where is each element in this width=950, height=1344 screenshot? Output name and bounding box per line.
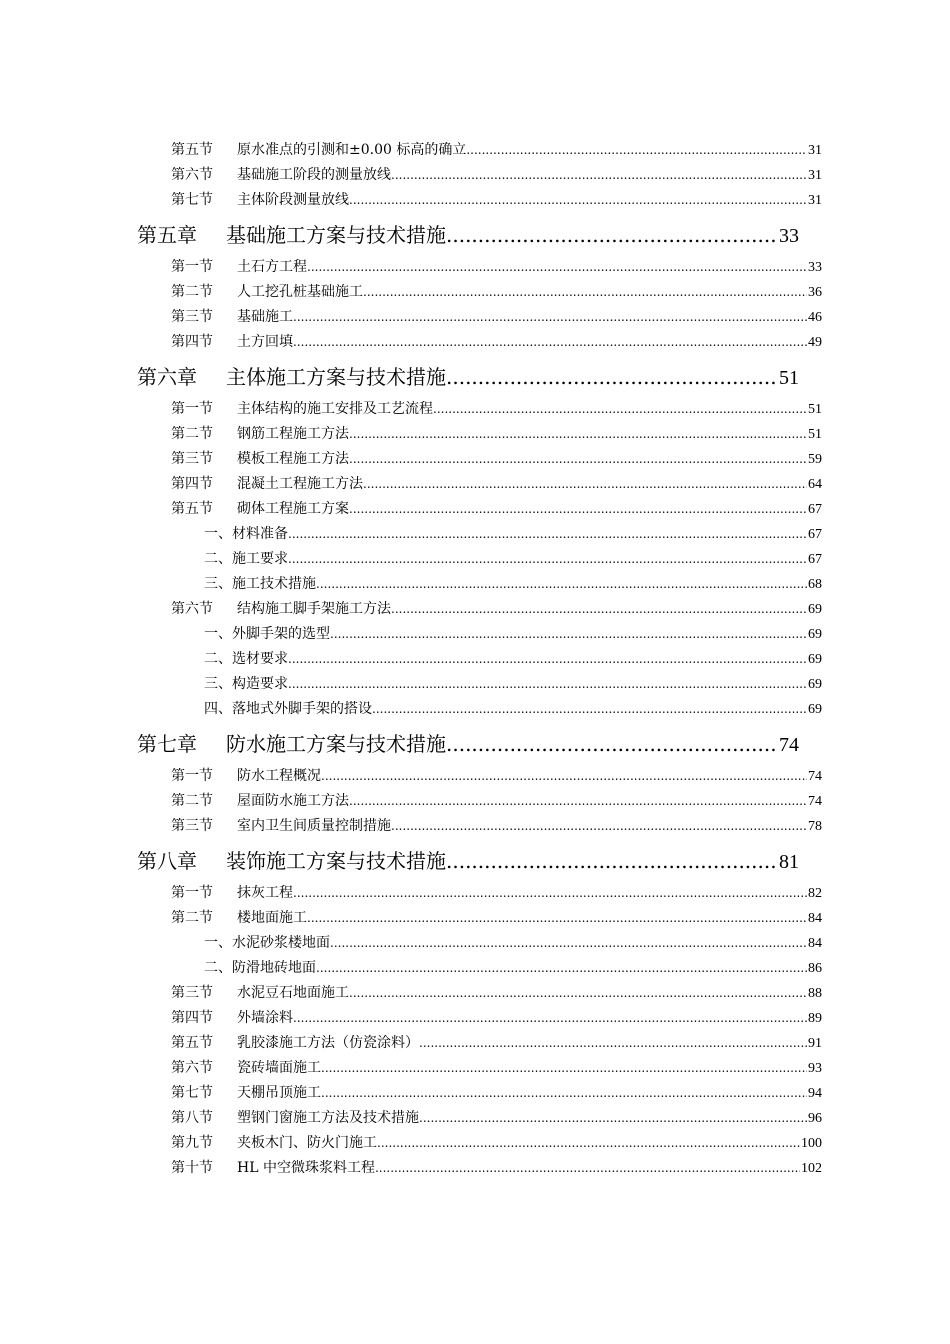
toc-page-number: 94 bbox=[808, 1086, 822, 1101]
toc-page-number: 69 bbox=[808, 677, 822, 692]
toc-subitem-entry[interactable] bbox=[204, 647, 822, 672]
toc-entry-label: 第六节 bbox=[171, 167, 213, 183]
toc-entry-title: 一、水泥砂浆楼地面 bbox=[204, 935, 330, 951]
toc-entry-title: 结构施工脚手架施工方法 bbox=[237, 601, 391, 617]
dot-leader bbox=[330, 931, 807, 956]
toc-subitem-entry[interactable] bbox=[204, 697, 822, 722]
toc-entry-label: 第四节 bbox=[171, 476, 213, 492]
toc-subitem-entry[interactable] bbox=[204, 672, 822, 697]
toc-entry-label: 第十节 bbox=[171, 1160, 213, 1176]
dot-leader bbox=[349, 981, 807, 1006]
toc-chapter-entry[interactable] bbox=[137, 844, 799, 878]
toc-entry-label: 第七节 bbox=[171, 1085, 213, 1101]
toc-page-number: 69 bbox=[808, 652, 822, 667]
dot-leader bbox=[363, 280, 807, 305]
toc-page-number: 84 bbox=[808, 911, 822, 926]
dot-leader bbox=[321, 1056, 807, 1081]
dot-leader bbox=[391, 597, 807, 622]
toc-entry-label: 第九节 bbox=[171, 1135, 213, 1151]
toc-entry-label: 第二节 bbox=[171, 426, 213, 442]
toc-page-number: 31 bbox=[808, 193, 822, 208]
dot-leader bbox=[446, 360, 778, 394]
toc-page-number: 91 bbox=[808, 1036, 822, 1051]
toc-entry-title: 基础施工方案与技术措施 bbox=[226, 223, 446, 247]
toc-section-entry[interactable] bbox=[171, 881, 822, 906]
toc-section-entry[interactable] bbox=[171, 255, 822, 280]
dot-leader bbox=[349, 422, 807, 447]
toc-page-number: 69 bbox=[808, 702, 822, 717]
toc-section-entry[interactable] bbox=[171, 447, 822, 472]
toc-entry-label: 第二节 bbox=[171, 910, 213, 926]
toc-entry-label: 第一节 bbox=[171, 401, 213, 417]
toc-section-entry[interactable] bbox=[171, 1156, 822, 1181]
toc-entry-title: 装饰施工方案与技术措施 bbox=[226, 849, 446, 873]
toc-entry-label: 第二节 bbox=[171, 284, 213, 300]
toc-section-entry[interactable] bbox=[171, 789, 822, 814]
toc-page-number: 74 bbox=[808, 794, 822, 809]
toc-entry-label: 第二节 bbox=[171, 793, 213, 809]
toc-entry-label: 第一节 bbox=[171, 768, 213, 784]
toc-page-number: 36 bbox=[808, 285, 822, 300]
toc-page-number: 89 bbox=[808, 1011, 822, 1026]
toc-entry-label: 第五章 bbox=[137, 223, 197, 247]
toc-entry-title: 主体施工方案与技术措施 bbox=[226, 365, 446, 389]
toc-section-entry[interactable] bbox=[171, 280, 822, 305]
toc-subitem-entry[interactable] bbox=[204, 522, 822, 547]
toc-entry-label: 第七章 bbox=[137, 732, 197, 756]
dot-leader bbox=[307, 906, 807, 931]
toc-page-number: 67 bbox=[808, 552, 822, 567]
toc-page-number: 68 bbox=[808, 577, 822, 592]
toc-page-number: 100 bbox=[801, 1136, 822, 1151]
dot-leader bbox=[433, 397, 807, 422]
toc-page-number: 67 bbox=[808, 502, 822, 517]
toc-page-number: 93 bbox=[808, 1061, 822, 1076]
toc-page-number: 81 bbox=[779, 851, 799, 873]
toc-entry-label: 第五节 bbox=[171, 501, 213, 517]
toc-section-entry[interactable] bbox=[171, 1006, 822, 1031]
toc-subitem-entry[interactable] bbox=[204, 572, 822, 597]
toc-entry-title: 主体阶段测量放线 bbox=[237, 192, 349, 208]
toc-section-entry[interactable] bbox=[171, 1131, 822, 1156]
toc-chapter-entry[interactable] bbox=[137, 218, 799, 252]
toc-entry-title: 楼地面施工 bbox=[237, 910, 307, 926]
dot-leader bbox=[288, 647, 807, 672]
dot-leader bbox=[321, 764, 807, 789]
toc-entry-title: 三、施工技术措施 bbox=[204, 576, 316, 592]
toc-section-entry[interactable] bbox=[171, 472, 822, 497]
toc-subitem-entry[interactable] bbox=[204, 622, 822, 647]
dot-leader bbox=[446, 727, 778, 761]
dot-leader bbox=[330, 622, 807, 647]
toc-page-number: 64 bbox=[808, 477, 822, 492]
toc-section-entry[interactable] bbox=[171, 1031, 822, 1056]
toc-entry-title: 外墙涂料 bbox=[237, 1010, 293, 1026]
dot-leader bbox=[446, 844, 778, 878]
dot-leader bbox=[321, 1081, 807, 1106]
toc-page-number: 31 bbox=[808, 143, 822, 158]
toc-entry-title: 四、落地式外脚手架的搭设 bbox=[204, 701, 372, 717]
toc-section-entry[interactable] bbox=[171, 814, 822, 839]
dot-leader bbox=[293, 330, 807, 355]
toc-entry-title: 人工挖孔桩基础施工 bbox=[237, 284, 363, 300]
toc-entry-label: 第七节 bbox=[171, 192, 213, 208]
toc-entry-label: 第三节 bbox=[171, 451, 213, 467]
toc-section-entry[interactable] bbox=[171, 764, 822, 789]
toc-entry-title: 基础施工阶段的测量放线 bbox=[237, 167, 391, 183]
toc-entry-title: 夹板木门、防火门施工 bbox=[237, 1135, 377, 1151]
toc-entry-label: 第四节 bbox=[171, 334, 213, 350]
toc-page-number: 51 bbox=[808, 402, 822, 417]
toc-page-number: 49 bbox=[808, 335, 822, 350]
toc-section-entry[interactable] bbox=[171, 330, 822, 355]
toc-entry-title: 一、外脚手架的选型 bbox=[204, 626, 330, 642]
toc-section-entry[interactable] bbox=[171, 422, 822, 447]
dot-leader bbox=[288, 522, 807, 547]
toc-page-number: 51 bbox=[779, 367, 799, 389]
toc-page-number: 88 bbox=[808, 986, 822, 1001]
dot-leader bbox=[446, 218, 778, 252]
toc-entry-label: 第三节 bbox=[171, 985, 213, 1001]
toc-subitem-entry[interactable] bbox=[204, 547, 822, 572]
dot-leader bbox=[288, 672, 807, 697]
dot-leader bbox=[372, 697, 807, 722]
toc-page-number: 74 bbox=[779, 734, 799, 756]
toc-entry-label: 第五节 bbox=[171, 142, 213, 158]
toc-section-entry[interactable] bbox=[171, 1106, 822, 1131]
toc-entry-title: 瓷砖墙面施工 bbox=[237, 1060, 321, 1076]
dot-leader bbox=[316, 956, 807, 981]
toc-page-number: 96 bbox=[808, 1111, 822, 1126]
dot-leader bbox=[391, 814, 807, 839]
dot-leader bbox=[293, 881, 807, 906]
toc-section-entry[interactable] bbox=[171, 163, 822, 188]
toc-entry-title: 钢筋工程施工方法 bbox=[237, 426, 349, 442]
toc-entry-label: 第一节 bbox=[171, 885, 213, 901]
dot-leader bbox=[375, 1156, 800, 1181]
dot-leader bbox=[349, 188, 807, 213]
dot-leader bbox=[288, 547, 807, 572]
toc-page-number: 46 bbox=[808, 310, 822, 325]
toc-page-number: 74 bbox=[808, 769, 822, 784]
toc-entry-label: 第一节 bbox=[171, 259, 213, 275]
toc-subitem-entry[interactable] bbox=[204, 956, 822, 981]
toc-entry-title: 屋面防水施工方法 bbox=[237, 793, 349, 809]
dot-leader bbox=[349, 497, 807, 522]
toc-chapter-entry[interactable] bbox=[137, 727, 799, 761]
toc-entry-title: 原水准点的引测和±0.00 标高的确立 bbox=[237, 142, 467, 158]
toc-page-number: 31 bbox=[808, 168, 822, 183]
dot-leader bbox=[363, 472, 807, 497]
toc-subitem-entry[interactable] bbox=[204, 931, 822, 956]
toc-section-entry[interactable] bbox=[171, 138, 822, 163]
toc-section-entry[interactable] bbox=[171, 1081, 822, 1106]
toc-page-number: 69 bbox=[808, 627, 822, 642]
toc-entry-title: 乳胶漆施工方法（仿瓷涂料） bbox=[237, 1035, 419, 1051]
toc-entry-title: 防水施工方案与技术措施 bbox=[226, 732, 446, 756]
toc-entry-title: 天棚吊顶施工 bbox=[237, 1085, 321, 1101]
dot-leader bbox=[293, 1006, 807, 1031]
toc-entry-title: HL 中空微珠浆料工程 bbox=[237, 1160, 375, 1176]
toc-page-number: 59 bbox=[808, 452, 822, 467]
toc-page-number: 33 bbox=[779, 225, 799, 247]
toc-entry-label: 第八节 bbox=[171, 1110, 213, 1126]
toc-entry-label: 第五节 bbox=[171, 1035, 213, 1051]
toc-page-number: 69 bbox=[808, 602, 822, 617]
toc-page-number: 51 bbox=[808, 427, 822, 442]
dot-leader bbox=[349, 447, 807, 472]
toc-entry-label: 第六节 bbox=[171, 1060, 213, 1076]
toc-page-number: 67 bbox=[808, 527, 822, 542]
toc-section-entry[interactable] bbox=[171, 1056, 822, 1081]
toc-entry-title: 抹灰工程 bbox=[237, 885, 293, 901]
toc-entry-title: 主体结构的施工安排及工艺流程 bbox=[237, 401, 433, 417]
toc-entry-label: 第六节 bbox=[171, 601, 213, 617]
toc-page-number: 84 bbox=[808, 936, 822, 951]
toc-page-number: 86 bbox=[808, 961, 822, 976]
toc-entry-title: 二、防滑地砖地面 bbox=[204, 960, 316, 976]
dot-leader bbox=[307, 255, 807, 280]
toc-entry-title: 土方回填 bbox=[237, 334, 293, 350]
toc-section-entry[interactable] bbox=[171, 597, 822, 622]
dot-leader bbox=[466, 138, 807, 163]
toc-entry-title: 土石方工程 bbox=[237, 259, 307, 275]
toc-section-entry[interactable] bbox=[171, 397, 822, 422]
toc-entry-title: 模板工程施工方法 bbox=[237, 451, 349, 467]
toc-section-entry[interactable] bbox=[171, 188, 822, 213]
toc-page-number: 82 bbox=[808, 886, 822, 901]
toc-entry-label: 第三节 bbox=[171, 309, 213, 325]
dot-leader bbox=[391, 163, 807, 188]
toc-entry-label: 第三节 bbox=[171, 818, 213, 834]
toc-entry-title: 防水工程概况 bbox=[237, 768, 321, 784]
toc-page-number: 102 bbox=[801, 1161, 822, 1176]
toc-entry-title: 室内卫生间质量控制措施 bbox=[237, 818, 391, 834]
toc-entry-title: 一、材料准备 bbox=[204, 526, 288, 542]
dot-leader bbox=[419, 1106, 807, 1131]
dot-leader bbox=[316, 572, 807, 597]
toc-entry-title: 水泥豆石地面施工 bbox=[237, 985, 349, 1001]
toc-entry-title: 二、施工要求 bbox=[204, 551, 288, 567]
toc-entry-title: 二、选材要求 bbox=[204, 651, 288, 667]
toc-entry-title: 三、构造要求 bbox=[204, 676, 288, 692]
toc-chapter-entry[interactable] bbox=[137, 360, 799, 394]
toc-page-number: 33 bbox=[808, 260, 822, 275]
toc-entry-title: 砌体工程施工方案 bbox=[237, 501, 349, 517]
dot-leader bbox=[349, 789, 807, 814]
dot-leader bbox=[419, 1031, 807, 1056]
dot-leader bbox=[293, 305, 807, 330]
dot-leader bbox=[377, 1131, 800, 1156]
toc-entry-title: 基础施工 bbox=[237, 309, 293, 325]
toc-page-number: 78 bbox=[808, 819, 822, 834]
toc-section-entry[interactable] bbox=[171, 981, 822, 1006]
toc-section-entry[interactable] bbox=[171, 305, 822, 330]
toc-section-entry[interactable] bbox=[171, 906, 822, 931]
toc-entry-title: 混凝土工程施工方法 bbox=[237, 476, 363, 492]
toc-entry-label: 第四节 bbox=[171, 1010, 213, 1026]
toc-entry-label: 第八章 bbox=[137, 849, 197, 873]
toc-section-entry[interactable] bbox=[171, 497, 822, 522]
toc-entry-title: 塑钢门窗施工方法及技术措施 bbox=[237, 1110, 419, 1126]
toc-entry-label: 第六章 bbox=[137, 365, 197, 389]
